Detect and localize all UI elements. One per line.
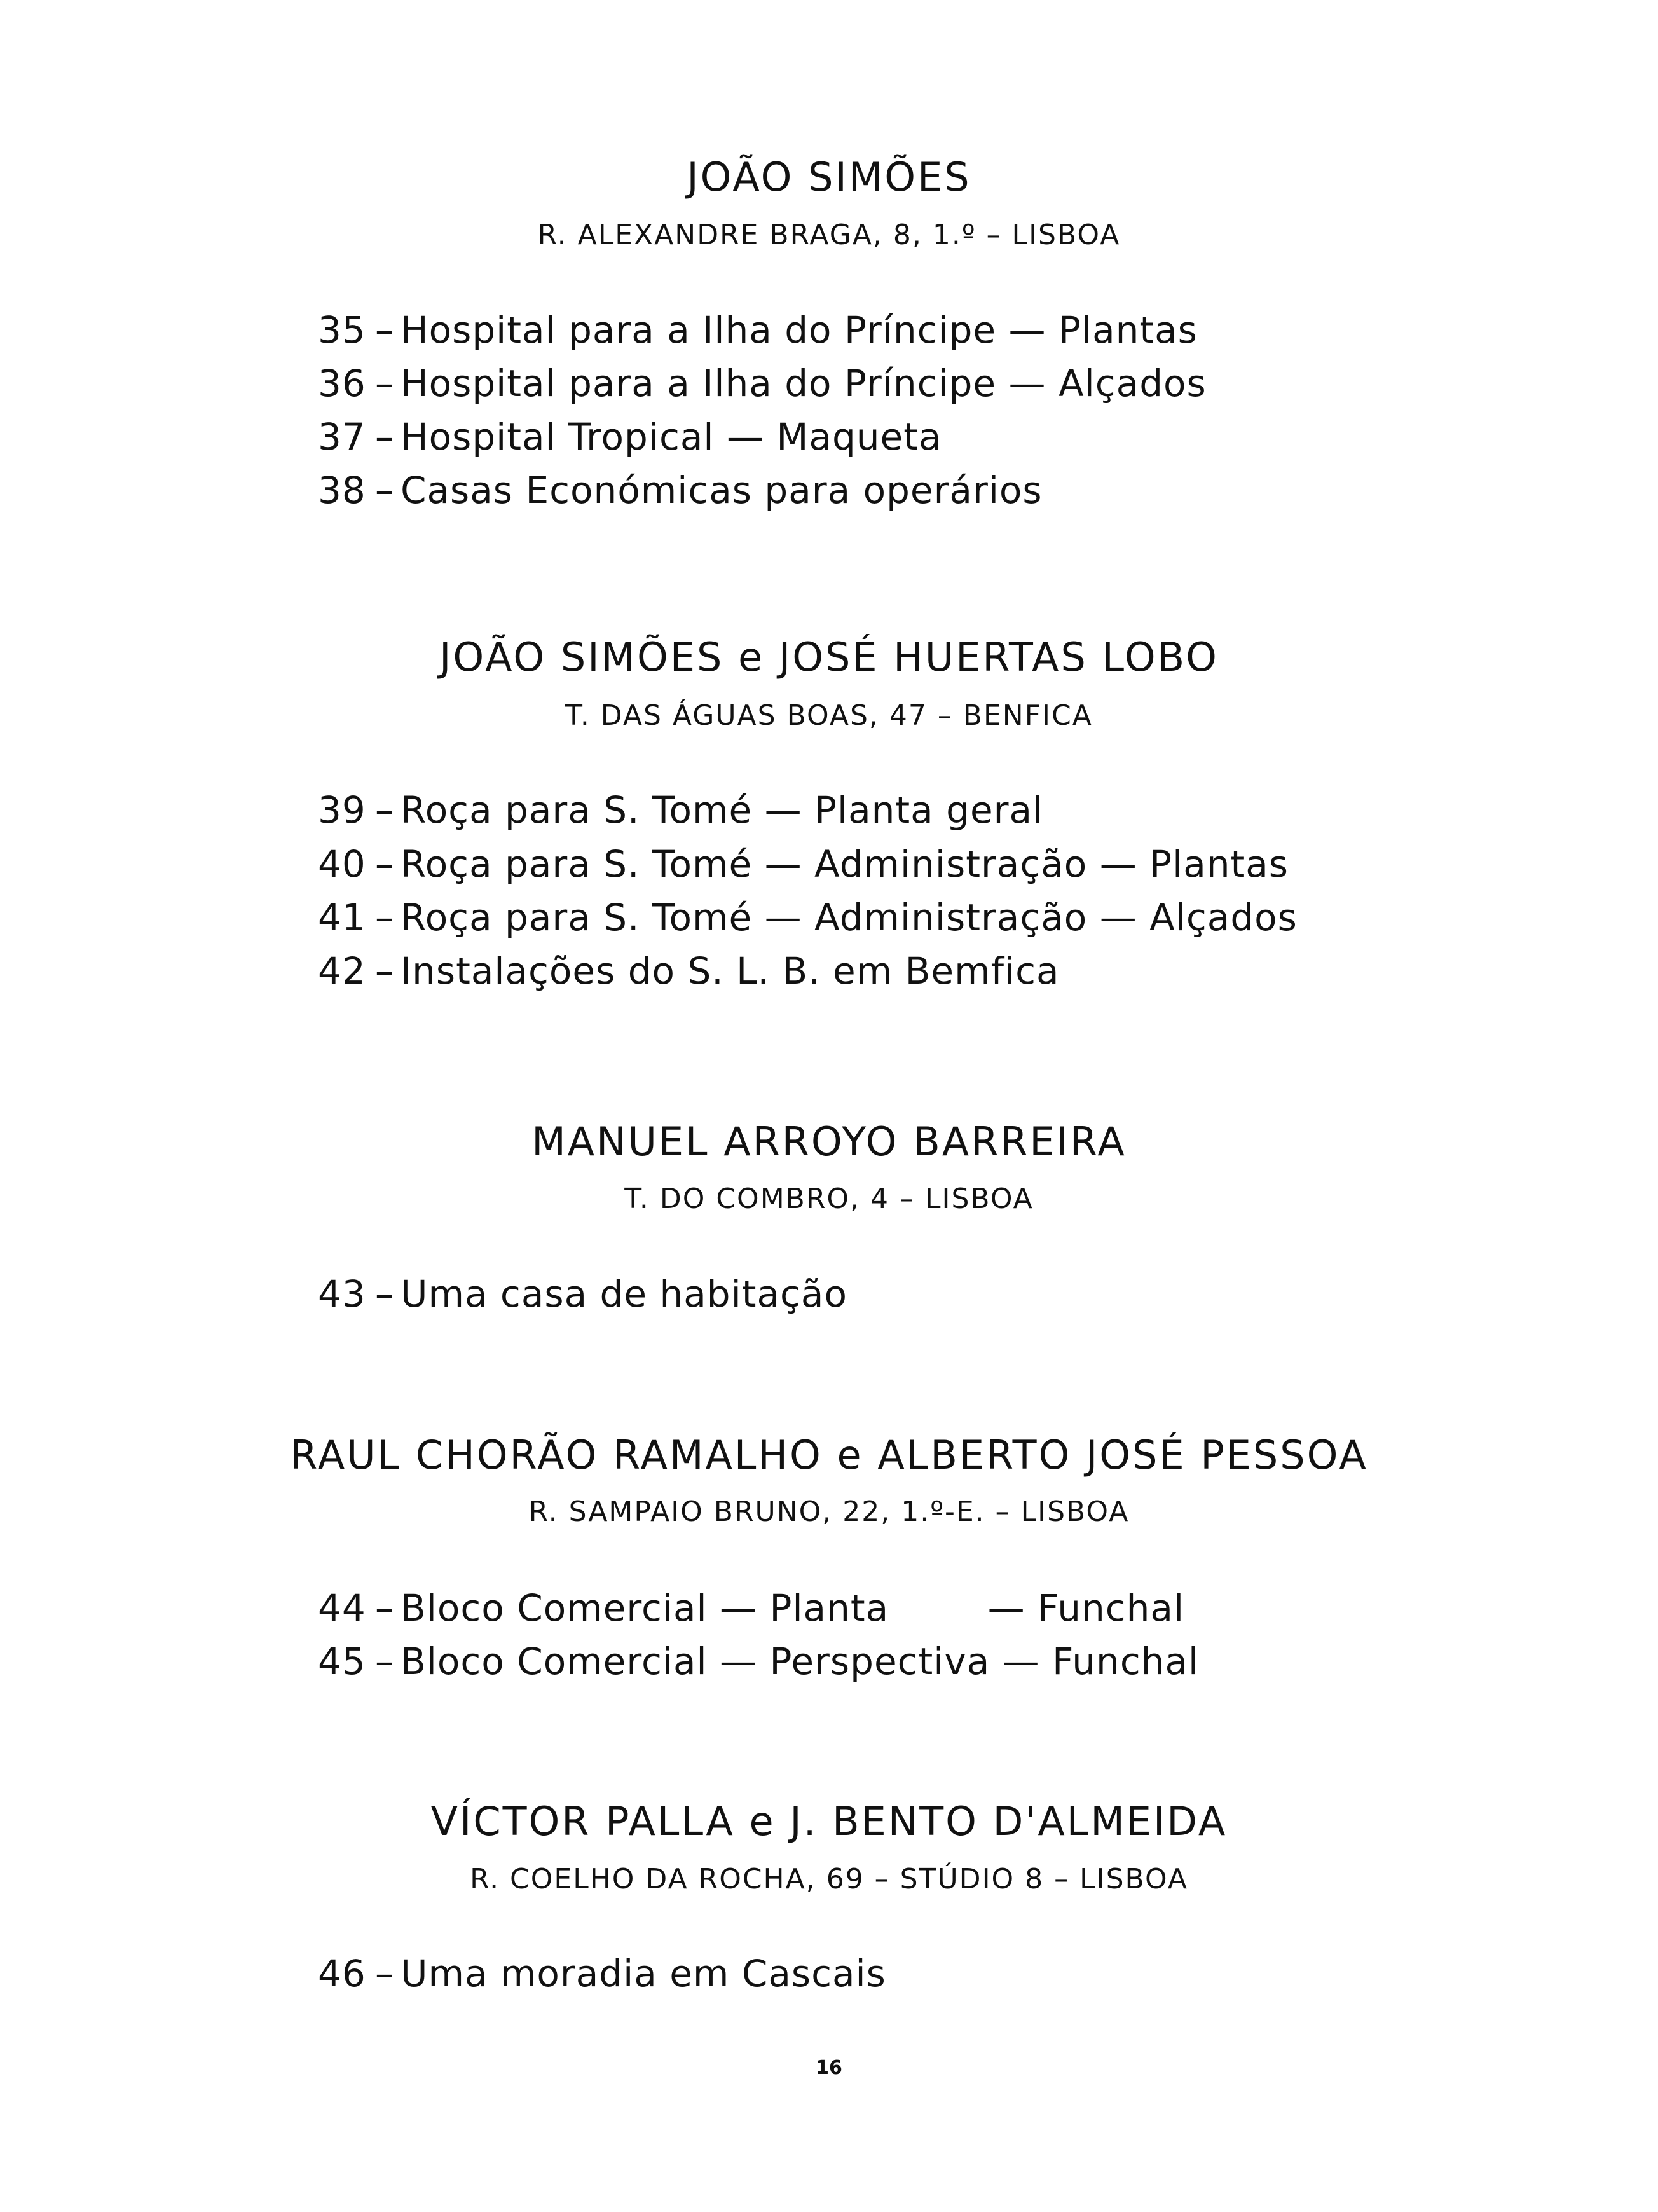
architect-address: T. DAS ÁGUAS BOAS, 47 – BENFICA	[565, 699, 1093, 732]
architect-address: R. COELHO DA ROCHA, 69 – STÚDIO 8 – LISBOA	[470, 1863, 1188, 1895]
architect-heading: VÍCTOR PALLA e J. BENTO D'ALMEIDA	[430, 1798, 1228, 1844]
entry-title: Uma moradia em Cascais	[401, 1952, 886, 1995]
entry-title: Hospital Tropical — Maqueta	[401, 415, 942, 458]
entry-number: 46	[318, 1952, 366, 1995]
entry-title: Casas Económicas para operários	[401, 469, 1043, 512]
entry-dash: –	[375, 362, 394, 405]
catalog-entry	[318, 1269, 847, 1319]
architect-address: R. ALEXANDRE BRAGA, 8, 1.º – LISBOA	[537, 219, 1121, 251]
entry-title: Uma casa de habitação	[401, 1272, 847, 1316]
entry-number: 45	[318, 1640, 366, 1683]
entry-dash: –	[375, 469, 394, 512]
page-number: 16	[816, 2057, 842, 2079]
entry-title: Bloco Comercial — Perspectiva — Funchal	[401, 1640, 1200, 1683]
entry-dash: –	[375, 1586, 394, 1630]
entry-title: Roça para S. Tomé — Administração — Alçados	[401, 896, 1298, 939]
catalog-entry	[318, 893, 1298, 942]
entry-title: Hospital para a Ilha do Príncipe — Plantas	[401, 308, 1198, 352]
catalog-entry	[318, 946, 1060, 996]
architect-heading: JOÃO SIMÕES	[687, 154, 971, 200]
entry-dash: –	[375, 949, 394, 993]
architect-heading: RAUL CHORÃO RAMALHO e ALBERTO JOSÉ PESSOA	[290, 1432, 1368, 1478]
entry-dash: –	[375, 415, 394, 458]
entry-number: 39	[318, 788, 366, 832]
entry-dash: –	[375, 308, 394, 352]
entry-title: Roça para S. Tomé — Planta geral	[401, 788, 1044, 832]
entry-dash: –	[375, 788, 394, 832]
entry-title: Instalações do S. L. B. em Bemfica	[401, 949, 1060, 993]
entry-number: 35	[318, 308, 366, 352]
entry-number: 40	[318, 842, 366, 886]
entry-number: 36	[318, 362, 366, 405]
entry-dash: –	[375, 842, 394, 886]
architect-heading: MANUEL ARROYO BARREIRA	[531, 1118, 1127, 1165]
catalog-entry	[318, 1583, 1184, 1633]
catalog-entry	[318, 839, 1289, 889]
architect-address: R. SAMPAIO BRUNO, 22, 1.º-E. – LISBOA	[528, 1495, 1130, 1528]
catalog-entry	[318, 1637, 1199, 1686]
entry-number: 44	[318, 1586, 366, 1630]
catalog-entry	[318, 305, 1198, 355]
catalog-entry	[318, 465, 1043, 515]
entry-number: 37	[318, 415, 366, 458]
entry-number: 41	[318, 896, 366, 939]
entry-number: 38	[318, 469, 366, 512]
entry-dash: –	[375, 1272, 394, 1316]
entry-title: Hospital para a Ilha do Príncipe — Alçados	[401, 362, 1207, 405]
entry-title: Roça para S. Tomé — Administração — Plantas	[401, 842, 1289, 886]
entry-dash: –	[375, 896, 394, 939]
entry-number: 43	[318, 1272, 366, 1316]
architect-heading: JOÃO SIMÕES e JOSÉ HUERTAS LOBO	[439, 634, 1219, 680]
catalog-entry	[318, 785, 1043, 835]
catalog-entry	[318, 412, 942, 462]
catalog-entry	[318, 359, 1207, 408]
entry-dash: –	[375, 1952, 394, 1995]
entry-dash: –	[375, 1640, 394, 1683]
architect-address: T. DO COMBRO, 4 – LISBOA	[624, 1183, 1034, 1215]
entry-title: Bloco Comercial — Planta — Funchal	[401, 1586, 1185, 1630]
catalog-entry	[318, 1949, 886, 1998]
entry-number: 42	[318, 949, 366, 993]
